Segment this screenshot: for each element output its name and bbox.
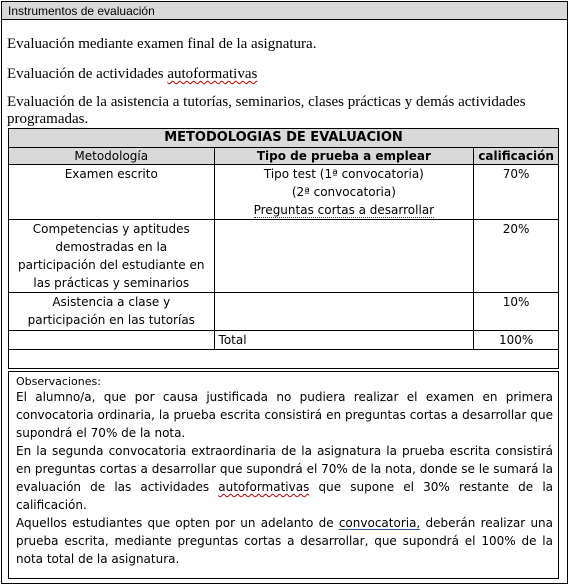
intro-line-attendance: Evaluación de la asistencia a tutorías, seminarios, clases prácticas y demás actividades — [7, 94, 526, 110]
methodologies-table — [8, 128, 559, 369]
cell-line: participación del estudiante en — [18, 258, 205, 272]
spellcheck-word: autoformativas — [218, 480, 310, 494]
cell-line: Tipo test (1ª convocatoria) — [263, 167, 424, 181]
cell-calificacion: 70% — [474, 165, 559, 220]
cell-metodologia — [9, 293, 215, 331]
cell-line: Preguntas cortas a desarrollar — [253, 203, 435, 217]
col-header-calificacion: calificación — [474, 148, 559, 165]
intro-line-activities-text: Evaluación de actividades — [7, 66, 168, 82]
paragraph-text: que supone el 30% restante de la calificación. — [16, 480, 554, 512]
table-title: METODOLOGIAS DE EVALUACION — [9, 129, 559, 148]
table-row-empty — [9, 350, 559, 369]
grammar-word: convocatoria, — [338, 516, 421, 530]
cell-tipo — [214, 165, 474, 220]
intro-line-exam: Evaluación mediante examen final de la asignatura. — [7, 36, 317, 52]
cell-tipo — [214, 293, 474, 331]
observations-paragraph-2 — [16, 442, 553, 514]
cell-line: Asistencia a clase y — [52, 295, 171, 309]
spellcheck-word: autoformativas — [167, 66, 258, 82]
col-header-tipo: Tipo de prueba a emplear — [214, 148, 474, 165]
cell-tipo — [214, 220, 474, 293]
observations-label: Observaciones: — [16, 375, 101, 388]
cell-line: (2ª convocatoria) — [291, 185, 396, 199]
cell-line: las prácticas y seminarios — [33, 276, 190, 290]
cell-line: Competencias y aptitudes — [32, 222, 190, 236]
observations-paragraph-3 — [16, 514, 553, 568]
total-label: Total — [214, 331, 474, 350]
table-row-total — [9, 331, 559, 350]
total-value: 100% — [474, 331, 559, 350]
table-row — [9, 165, 559, 220]
table-row — [9, 293, 559, 331]
cell-metodologia — [9, 220, 215, 293]
observations-paragraph-1: El alumno/a, que por causa justificada no pudiera realizar el examen en primera convocatoria ordinaria, la prueba escrita consistirá en preguntas cortas a desarrollar que supondrá el 70% de la nota. — [16, 390, 553, 440]
table-row — [9, 220, 559, 293]
paragraph-text: Aquellos estudiantes que opten por un adelanto de — [16, 516, 339, 530]
cell-empty — [9, 331, 215, 350]
section-title: Instrumentos de evaluación — [8, 4, 155, 18]
section-header — [2, 2, 567, 20]
cell-metodologia — [9, 165, 215, 220]
cell-calificacion: 10% — [474, 293, 559, 331]
cell-empty — [9, 350, 559, 369]
intro-line-attendance-cont: programadas. — [7, 111, 89, 127]
paragraph-text: deberán realizar una prueba escrita, mediante preguntas cortas a desarrollar, que supondrá el 100% de la nota total de la asignatura. — [16, 516, 554, 566]
cell-line: participación en las tutorías — [27, 313, 195, 327]
cell-line: demostradas en la — [55, 240, 168, 254]
cell-calificacion: 20% — [474, 220, 559, 293]
paragraph-text: En la segunda convocatoria extraordinaria de la asignatura la prueba escrita consistirá en preguntas cortas a desarrollar que supondrá el 70% de la nota, donde se le sumará la evaluación de las actividades — [16, 444, 553, 494]
cell-line: Examen escrito — [64, 167, 158, 181]
intro-line-activities — [7, 66, 257, 83]
col-header-metodologia: Metodología — [9, 148, 215, 165]
observations-box — [8, 371, 559, 579]
